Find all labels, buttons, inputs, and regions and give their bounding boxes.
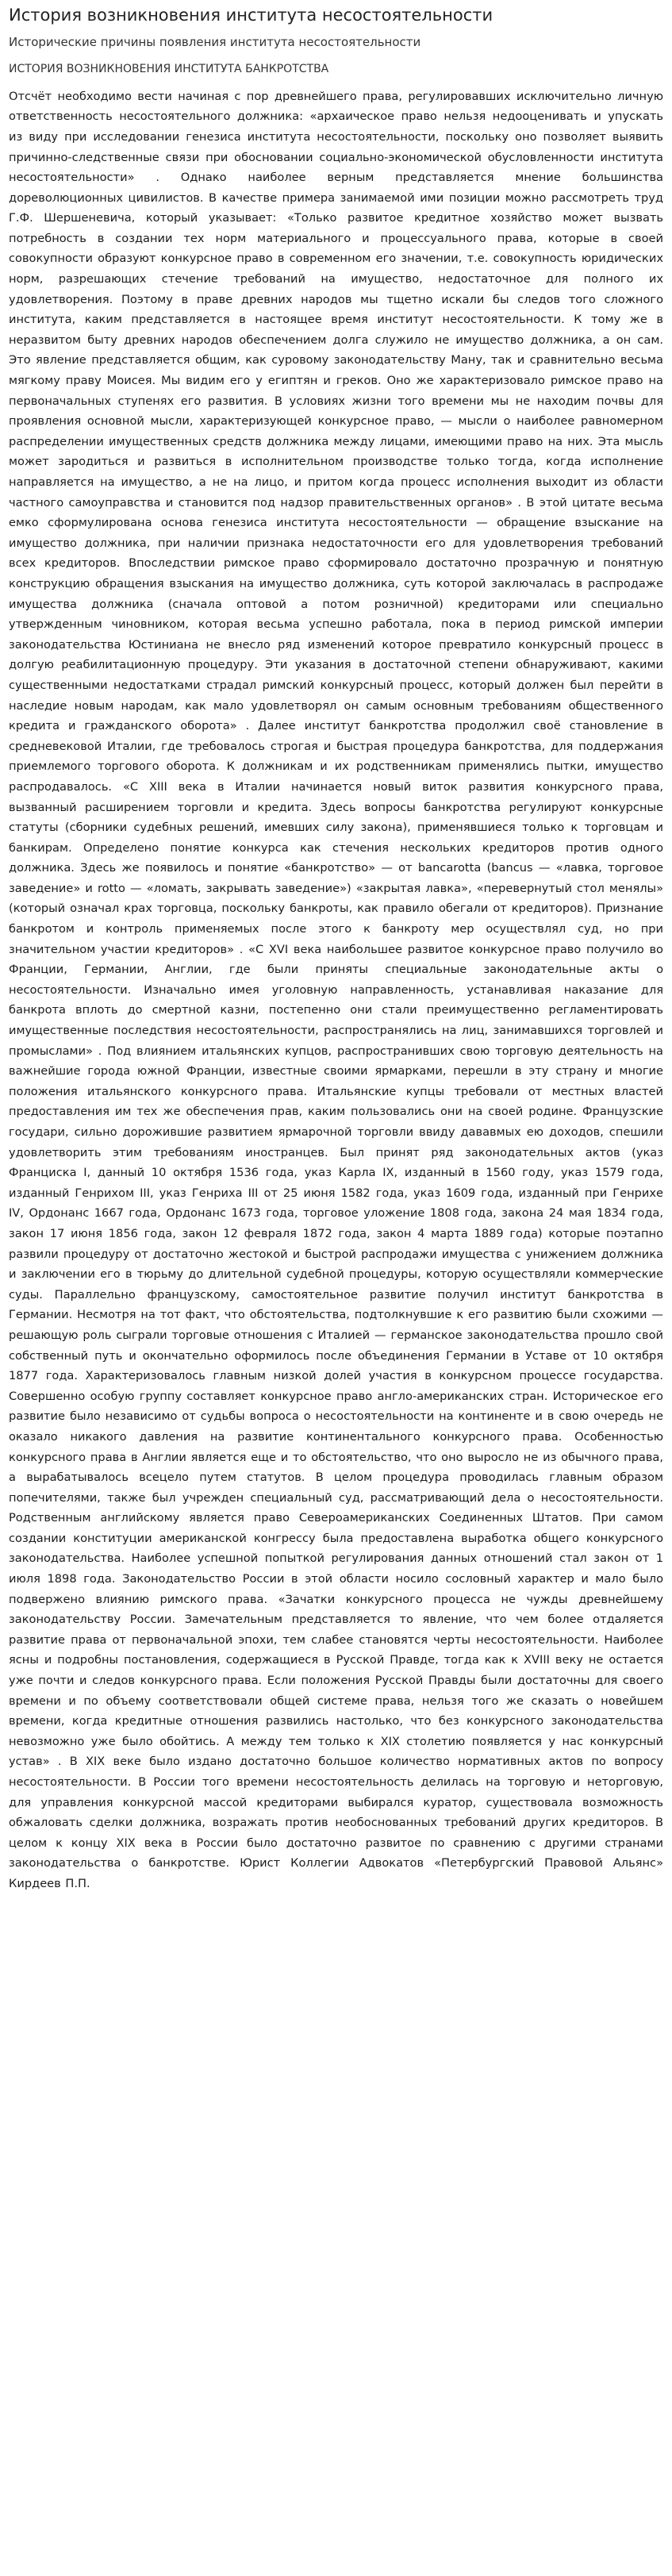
article-title: История возникновения института несостоятельности <box>9 6 493 25</box>
article-body-text: Отсчёт необходимо вести начиная с пор древнейшего права, регулировавших исключительно личную ответственность несостоятельного должника: «архаическое право нельзя недооценивать и упускать из виду при исследовании генезиса института несостоятельности, поскольку оно позволяет выявить причинно-следственные связи при обосновании социально-экономической обусловленности института несостоятельности» . Однако наиболее верным представляется мнение большинства дореволюционных цивилистов. В качестве примера занимаемой ими позиции можно рассмотреть труд Г.Ф. Шершеневича, который указывает: «Только развитое кредитное хозяйство может вызвать потребность в создании тех норм материального и процессуального права, которые в своей совокупности образуют конкурсное право в современном его значении, т.е. совокупность юридических норм, разрешающих стечение требований на имущество, недостаточное для полного их удовлетворения. Поэтому в праве древних народов мы тщетно искали бы следов того сложного института, каким представляется в настоящее время институт несостоятельности. К тому же в неразвитом быту древних народов обеспечением долга служило не имущество должника, а он сам. Это явление представляется общим, как суровому законодательству Ману, так и сравнительно весьма мягкому праву Моисея. Мы видим его у египтян и греков. Оно же характеризовало римское право на первоначальных ступенях его развития. В условиях жизни того времени мы не находим почвы для проявления основной мысли, характеризующей конкурсное право, — мысли о наиболее равномерном распределении имущественных средств должника между лицами, имеющими право на них. Эта мысль может зародиться и развиться в исполнительном производстве только тогда, когда исполнение направляется на имущество, а не на лицо, и притом когда процесс исполнения выходит из области частного самоуправства и становится под надзор правительственных органов» . В этой цитате весьма емко сформулирована основа генезиса института несостоятельности — обращение взыскание на имущество должника, при наличии признака недостаточности его для удовлетворения требований всех кредиторов. Впоследствии римское право сформировало достаточно прозрачную и понятную конструкцию обращения взыскания на имущество должника, суть которой заключалась в распродаже имущества должника (сначала оптовой а потом розничной) кредиторами или специально утвержденным чиновником, которая весьма успешно работала, пока в период римской империи законодательства Юстиниана не внесло ряд изменений которое превратило конкурсный процесс в долгую реабилитационную процедуру. Эти указания в достаточной степени обнаруживают, какими существенными недостатками страдал римский конкурсный процесс, который должен был перейти в наследие новым народам, как мало удовлетворял он самым основным требованиям общественного кредита и гражданского оборота» . Далее институт банкротства продолжил своё становление в средневековой Италии, где требовалось строгая и быстрая процедура банкротства, для поддержания приемлемого торгового оборота. К должникам и их родственникам применялись пытки, имущество распродавалось. «С XIII века в Италии начинается новый виток развития конкурсного права, вызванный расширением торговли и кредита. Здесь вопросы банкротства регулируют конкурсные статуты (сборники судебных решений, имевших силу закона), применявшиеся только к торговцам и банкирам. Определено понятие конкурса как стечения нескольких кредиторов против одного должника. Здесь же появилось и понятие «банкротство» — от bancarotta (bancus — «лавка, торговое заведение» и rotto — «ломать, закрывать заведение») «закрытая лавка», «перевернутый стол менялы» (который означал крах торговца, поскольку банкроты, как правило обегали от кредиторов). Признание банкротом и контроль применяемых после этого к банкроту мер осуществлял суд, но при значительном участии кредиторов» . «С XVI века наибольшее развитое конкурсное право получило во Франции, Германии, Англии, где были приняты специальные законодательные акты о несостоятельности. Изначально имея уголовную направленность, устанавливая наказание для банкрота вплоть до смертной казни, постепенно они стали преимущественно регламентировать имущественные последствия несостоятельности, распространялись на лиц, занимавшихся торговлей и промыслами» . Под влиянием итальянских купцов, распространивших свою торговую деятельность на важнейшие города южной Франции, известные своими ярмарками, перешли в эту страну и многие положения итальянского конкурсного права. Итальянские купцы требовали от местных властей предоставления им тех же обеспечения прав, каким пользовались они на своей родине. Французские государи, сильно дорожившие развитием ярмарочной торговли ввиду дававмых ею доходов, спешили удовлетворить этим требованиям иностранцев. Был принят ряд законодательных актов (указ Франциска I, данный 10 октября 1536 года, указ Карла IX, изданный в 1560 году, указ 1579 года, изданный Генрихом III, указ Генриха III от 25 июня 1582 года, указ 1609 года, изданный при Генрихе IV, Ордонанс 1667 года, Ордонанс 1673 года, торговое уложение 1808 года, закона 24 мая 1834 года, закон 17 июня 1856 года, закон 12 февраля 1872 года, закон 4 марта 1889 года) которые поэтапно развили процедуру от достаточно жестокой и быстрой распродажи имущества с унижением должника и заключении его в тюрьму до длительной судебной процедуры, которую осуществляли коммерческие суды. Параллельно французскому, самостоятельное развитие получил институт банкротства в Германии. Несмотря на тот факт, что обстоятельства, подтолкнувшие к его развитию были схожими — решающую роль сыграли торговые отношения с Италией — германское законодательства прошло свой собственный путь и окончательно оформилось после объединения Германии в Уставе от 10 октября 1877 года. Характеризовалось главным низкой долей участия в конкурсном процессе государства. Совершенно особую группу составляет конкурсное право англо-американских стран. Историческое его развитие было независимо от судьбы вопроса о несостоятельности на континенте и в свою очередь не оказало никакого давления на развитие континентального конкурсного права. Особенностью конкурсного права в Англии является еще и то обстоятельство, что оно выросло не из обычного права, а вырабатывалось всецело путем статутов. В целом процедура проводилась главным образом попечителями, также был учрежден специальный суд, рассматривающий дела о несостоятельности. Родственным английскому является право Североамериканских Соединенных Штатов. При самом создании конституции американской конгрессу была предоставлена выработка общего конкурсного законодательства. Наиболее успешной попыткой регулирования данных отношений стал закон от 1 июля 1898 года. Законодательство России в этой области носило сословный характер и мало было подвержено влиянию римского права. «Зачатки конкурсного процесса не чужды древнейшему законодательству России. Замечательным представляется то явление, что чем более отдаляется развитие права от первоначальной эпохи, тем слабее становятся черты несостоятельности. Наиболее ясны и подробны постановления, содержащиеся в Русской Правде, тогда как к XVIII веку не остается уже почти и следов конкурсного права. Если положения Русской Правды были достаточны для своего времени и по объему соответствовали общей системе права, нельзя того же сказать о новейшем времени, когда кредитные отношения развились настолько, что без конкурсного законодательства невозможно уже было обойтись. А между тем только к XIX столетию появляется у нас конкурсный устав» . В XIX веке было издано достаточно большое количество нормативных актов по вопросу несостоятельности. В России того времени несостоятельность делилась на торговую и неторговую, для управления конкурсной массой кредиторами выбирался куратор, существовала возможность обжаловать сделки должника, возражать против необоснованных требований других кредиторов. В целом к концу XIX века в России было достаточно развитое по сравнению с другими странами законодательства о банкротстве. <box>9 89 663 1870</box>
article-author: Юрист Коллегии Адвокатов «Петербургский Правовой Альянс» Кирдеев П.П. <box>9 1856 663 1890</box>
article-body <box>9 87 663 1894</box>
article-subtitle: Исторические причины появления института несостоятельности <box>9 35 421 50</box>
section-heading: ИСТОРИЯ ВОЗНИКНОВЕНИЯ ИНСТИТУТА БАНКРОТСТВА <box>9 62 329 75</box>
